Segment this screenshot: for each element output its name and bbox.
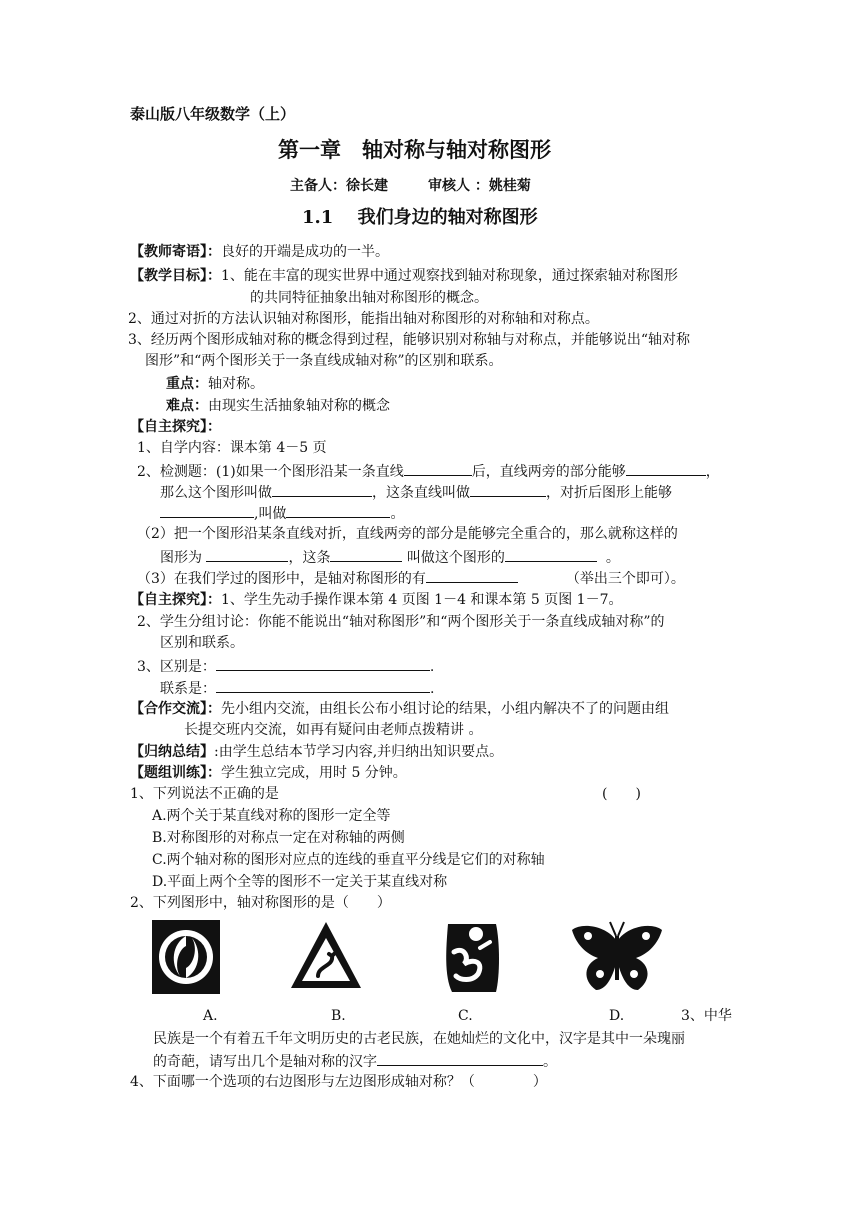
text: 1、学生先动手操作课本第 4 页图 1－4 和课本第 5 页图 1－7。	[221, 592, 623, 608]
question-4	[130, 1072, 547, 1092]
answer-blank[interactable]	[377, 1051, 543, 1066]
answer-blank[interactable]	[505, 547, 597, 562]
text: 轴对称。	[208, 376, 264, 392]
text-line: 区别和联系。	[160, 635, 244, 651]
fill-line	[137, 461, 720, 482]
text-line: 的共同特征抽象出轴对称图形的概念。	[250, 290, 488, 306]
text: 后，直线两旁的部分能够	[471, 464, 626, 480]
label: 【归纳总结】	[130, 744, 214, 760]
picture-label-d: D.	[609, 1008, 625, 1024]
fill-line	[160, 503, 404, 524]
label: 【教师寄语】：	[130, 244, 221, 260]
logo-picture-a	[150, 918, 222, 996]
fill-line	[137, 568, 685, 589]
text-line: （2）把一个图形沿某条直线对折，直线两旁的部分是能够完全重合的，那么就称这样的	[137, 526, 678, 542]
text: 。	[543, 1054, 557, 1070]
answer-blank[interactable]	[470, 482, 546, 497]
text: 学生独立完成，用时 5 分钟。	[221, 765, 407, 781]
fill-line	[137, 656, 434, 677]
text: 良好的开端是成功的一半。	[221, 244, 389, 260]
text: :由学生总结本节学习内容,并归纳出知识要点。	[214, 744, 504, 760]
olympic-emblem-picture-c	[440, 918, 504, 996]
summary	[130, 742, 503, 762]
self-explore-2	[130, 590, 623, 610]
text: 联系是：	[160, 681, 216, 697]
text: 由现实生活抽象轴对称的概念	[208, 398, 390, 414]
answer-blank[interactable]	[216, 678, 430, 693]
teacher-message	[130, 242, 389, 262]
answer-blank[interactable]	[206, 547, 288, 562]
text-line: 图形”和“两个图形关于一条直线成轴对称”的区别和联系。	[145, 353, 503, 369]
picture-label-c: C.	[458, 1008, 473, 1024]
text: 2、检测题：(1)如果一个图形沿某一条直线	[137, 464, 404, 480]
text: 图形为	[160, 550, 202, 566]
picture-label-a: A.	[203, 1008, 218, 1024]
self-explore-heading: 【自主探究】：	[130, 419, 221, 435]
text: （举出三个即可）。	[565, 571, 685, 587]
text-line: 2、学生分组讨论：你能不能说出“轴对称图形”和“两个图形关于一条直线成轴对称”的	[137, 614, 665, 630]
text: ）	[532, 1074, 547, 1090]
answer-blank[interactable]	[272, 482, 372, 497]
series-title: 泰山版八年级数学（上）	[130, 105, 296, 123]
text: .	[430, 681, 435, 697]
answer-blank[interactable]	[160, 503, 254, 518]
label: 【合作交流】：	[130, 701, 221, 717]
text: .	[429, 659, 435, 675]
question-3: 3、中华	[681, 1008, 732, 1024]
answer-blank[interactable]	[216, 656, 430, 671]
text: 先小组内交流，由组长公布小组讨论的结果，小组内解决不了的问题由组	[221, 701, 669, 717]
text: 叫做这个图形的	[406, 550, 505, 566]
teaching-goals	[130, 266, 678, 286]
fill-line	[153, 1051, 557, 1072]
answer-paren: ( )	[602, 786, 641, 802]
preparer: 主备人：徐长建	[290, 178, 388, 194]
text: 。	[390, 506, 405, 522]
warning-sign-picture-b	[288, 918, 364, 994]
text: ，	[705, 464, 720, 480]
text-line: 民族是一个有着五千年文明历史的古老民族，在她灿烂的文化中，汉字是其中一朵瑰丽	[153, 1031, 685, 1047]
reviewer: 审核人 ：姚桂菊	[428, 178, 531, 194]
text-line: 1、自学内容：课本第 4－5 页	[137, 440, 327, 456]
fill-line	[160, 678, 434, 699]
option-b: B.对称图形的对称点一定在对称轴的两侧	[152, 830, 405, 846]
text: 。	[605, 550, 620, 566]
section-title: 1.1 我们身边的轴对称图形	[302, 207, 538, 228]
answer-blank[interactable]	[426, 568, 518, 583]
practice	[130, 763, 407, 783]
chapter-title: 第一章 轴对称与轴对称图形	[278, 138, 551, 162]
text: （3）在我们学过的图形中，是轴对称图形的有	[137, 571, 426, 587]
difficulty	[166, 396, 390, 416]
label: 难点：	[166, 398, 208, 414]
text-line: 长提交班内交流，如再有疑问由老师点拨精讲 。	[184, 722, 483, 738]
answer-blank[interactable]	[404, 461, 472, 476]
option-a: A.两个关于某直线对称的图形一定全等	[152, 808, 391, 824]
label: 重点：	[166, 376, 208, 392]
answer-blank[interactable]	[626, 461, 706, 476]
question-1: 1、下列说法不正确的是	[130, 786, 279, 802]
picture-label-b: B.	[331, 1008, 346, 1024]
question-2: 2、下列图形中，轴对称图形的是（ ）	[130, 895, 391, 911]
text: 4、下面哪一个选项的右边图形与左边图形成轴对称？（	[130, 1074, 475, 1090]
answer-blank[interactable]	[286, 503, 390, 518]
label: 【教学目标】：	[130, 268, 221, 284]
text: ,叫做	[254, 506, 287, 522]
text: 1、能在丰富的现实世界中通过观察找到轴对称现象，通过探索轴对称图形	[221, 268, 678, 284]
answer-blank[interactable]	[330, 547, 402, 562]
option-c: C.两个轴对称的图形对应点的连线的垂直平分线是它们的对称轴	[152, 852, 545, 868]
text: ，对折后图形上能够	[546, 485, 672, 501]
key-point	[166, 374, 264, 394]
text: 3、区别是：	[137, 659, 216, 675]
text-line: 3、经历两个图形成轴对称的概念得到过程，能够识别对称轴与对称点，并能够说出“轴对称	[128, 332, 691, 348]
cooperation	[130, 699, 669, 719]
label: 【自主探究】：	[130, 592, 221, 608]
option-d: D.平面上两个全等的图形不一定关于某直线对称	[152, 874, 448, 890]
fill-line	[160, 547, 620, 568]
text: ，这条	[288, 550, 331, 566]
label: 【题组训练】：	[130, 765, 221, 781]
fill-line	[160, 482, 672, 503]
text-line: 2、通过对折的方法认识轴对称图形，能指出轴对称图形的对称轴和对称点。	[128, 311, 599, 327]
butterfly-picture-d	[568, 918, 666, 998]
text: ，这条直线叫做	[372, 485, 470, 501]
text: 的奇葩，请写出几个是轴对称的汉字	[153, 1054, 377, 1070]
text: 那么这个图形叫做	[160, 485, 272, 501]
